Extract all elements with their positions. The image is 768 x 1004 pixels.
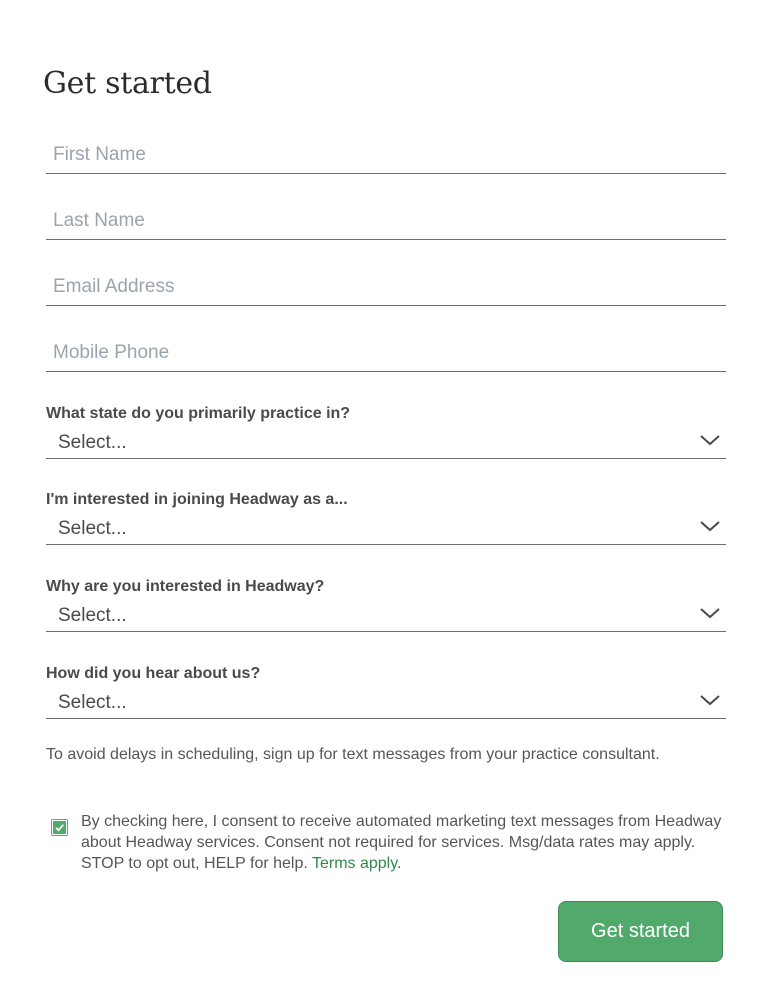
consent-text — [81, 811, 731, 874]
reason-select-label: Why are you interested in Headway? — [46, 578, 325, 595]
state-select[interactable] — [46, 429, 726, 459]
referral-select-label: How did you hear about us? — [46, 665, 261, 682]
sms-notice: To avoid delays in scheduling, sign up for text messages from your practice consultant. — [46, 746, 660, 763]
role-select-value: Select... — [58, 518, 127, 539]
chevron-down-icon — [699, 693, 721, 707]
consent-checkbox[interactable] — [51, 819, 68, 836]
first-name-input[interactable] — [46, 136, 726, 174]
consent-body: By checking here, I consent to receive automated marketing text messages from Headway about Headway services. Consent not required for services. Msg/data rates may apply. STOP to opt out, HELP for help. — [81, 813, 722, 872]
consent-trailing: . — [397, 855, 402, 872]
page-title: Get started — [43, 66, 212, 101]
terms-link[interactable]: Terms apply — [311, 855, 398, 872]
reason-select[interactable] — [46, 602, 726, 632]
mobile-phone-input[interactable] — [46, 334, 726, 372]
chevron-down-icon — [699, 606, 721, 620]
state-select-label: What state do you primarily practice in? — [46, 405, 351, 422]
referral-select-value: Select... — [58, 692, 127, 713]
chevron-down-icon — [699, 519, 721, 533]
checkmark-icon — [53, 821, 66, 834]
role-select[interactable] — [46, 515, 726, 545]
role-select-label: I'm interested in joining Headway as a... — [46, 491, 348, 508]
last-name-input[interactable] — [46, 202, 726, 240]
state-select-value: Select... — [58, 432, 127, 453]
get-started-button[interactable]: Get started — [558, 901, 723, 962]
referral-select[interactable] — [46, 689, 726, 719]
email-input[interactable] — [46, 268, 726, 306]
reason-select-value: Select... — [58, 605, 127, 626]
chevron-down-icon — [699, 433, 721, 447]
